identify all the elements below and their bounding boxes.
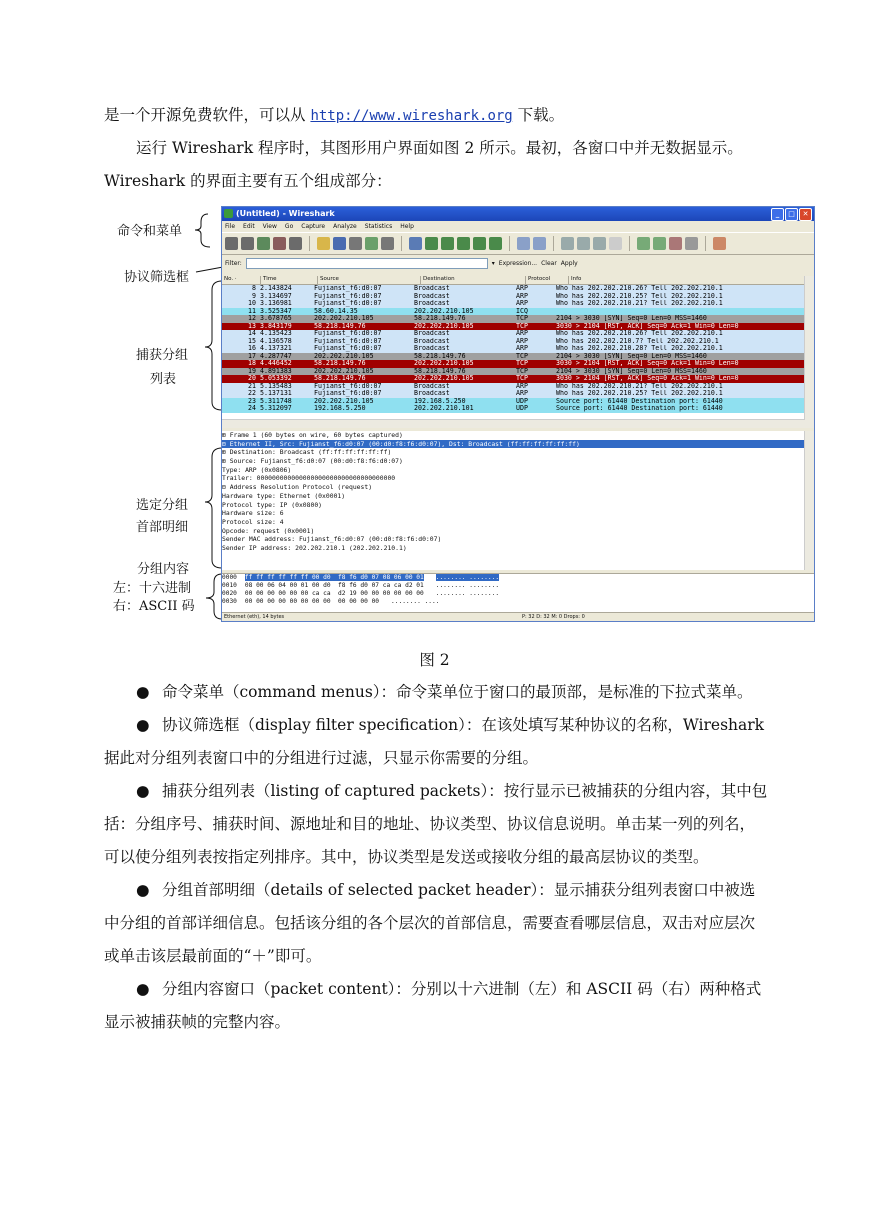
detail-line[interactable]: ⊞ Source: Fujianst_f6:d0:07 (00:d0:f8:f6:d0:07) <box>222 457 403 466</box>
options-icon[interactable] <box>241 237 254 250</box>
label-filter: 协议筛选框 <box>124 270 190 285</box>
table-row[interactable] <box>222 308 805 316</box>
cell-info: Who has 202.202.210.25? Tell 202.202.210.1 <box>556 292 723 300</box>
table-row[interactable] <box>222 390 805 398</box>
cell-time: 4.446452 <box>260 360 292 367</box>
detail-line[interactable]: ⊟ Ethernet II, Src: Fujianst_f6:d0:07 (00:d0:f8:f6:d0:07), Dst: Broadcast (ff:ff:ff:ff:ff:ff) <box>222 440 805 449</box>
cell-proto: TCP <box>516 322 528 330</box>
menu-capture[interactable]: Capture <box>301 223 326 230</box>
cell-no: 18 <box>248 360 256 367</box>
table-row[interactable] <box>222 398 805 406</box>
cell-dst: Broadcast <box>414 345 450 352</box>
cell-src: 58.218.149.76 <box>314 322 366 330</box>
detail-line[interactable]: Opcode: request (0x0001) <box>222 526 315 535</box>
last-icon[interactable] <box>489 237 502 250</box>
detail-line[interactable]: Hardware size: 6 <box>222 509 284 518</box>
cell-time: 3.136981 <box>260 300 292 307</box>
hex-bytes[interactable]: 00 00 00 00 00 00 00 00 00 00 00 00 <box>244 598 380 605</box>
cell-src: 58.60.14.35 <box>314 307 358 315</box>
cell-proto: ARP <box>516 292 528 300</box>
cell-no: 14 <box>248 330 256 337</box>
cell-proto: ARP <box>516 345 528 352</box>
intro-text-end: 下载。 <box>512 106 565 124</box>
hex-line <box>222 590 814 598</box>
col-protocol[interactable]: Protocol <box>526 276 569 284</box>
resize-columns-icon[interactable] <box>609 237 622 250</box>
table-row[interactable] <box>222 293 805 301</box>
filter-dropdown-icon[interactable]: ▾ <box>491 259 495 267</box>
cell-dst: 202.202.210.105 <box>414 360 474 367</box>
hex-ascii[interactable]: ........ ........ <box>435 582 500 589</box>
label-menu: 命令和菜单 <box>117 224 183 239</box>
cell-info <box>554 308 805 316</box>
cell-time: 5.311748 <box>260 397 292 405</box>
cell-dst: Broadcast <box>414 285 450 292</box>
menu-go[interactable]: Go <box>284 223 294 230</box>
cell-no: 24 <box>248 405 256 412</box>
table-row[interactable] <box>222 323 805 331</box>
window-title: (Untitled) - Wireshark <box>236 209 335 218</box>
detail-line[interactable]: Hardware type: Ethernet (0x0001) <box>222 491 346 500</box>
detail-line[interactable]: ⊟ Address Resolution Protocol (request) <box>222 483 373 492</box>
cell-dst: Broadcast <box>414 330 450 337</box>
col-destination[interactable]: Destination <box>421 276 526 284</box>
hex-line <box>222 598 814 606</box>
label-content-3: 右：ASCII 码 <box>113 599 195 614</box>
cell-time: 3.843179 <box>260 322 292 330</box>
cell-src: 202.202.210.105 <box>314 352 374 360</box>
hex-bytes[interactable]: 08 00 06 04 00 01 00 d0 f8 f6 d0 07 ca ca d2 01 <box>244 582 424 589</box>
packet-list <box>222 276 805 428</box>
cell-src: Fujianst_f6:d0:07 <box>314 345 382 352</box>
cell-info: Source port: 61440 Destination port: 61440 <box>556 405 723 412</box>
hex-ascii[interactable]: ........ .... <box>391 598 440 605</box>
status-right: P: 32 D: 32 M: 0 Drops: 0 <box>522 614 585 620</box>
cell-proto: ARP <box>516 300 528 307</box>
cell-dst: Broadcast <box>414 300 450 307</box>
save-icon[interactable] <box>333 237 346 250</box>
close-file-icon[interactable] <box>349 237 362 250</box>
table-row[interactable] <box>222 300 805 308</box>
cell-info: Who has 202.202.210.21? Tell 202.202.210.1 <box>556 382 723 390</box>
menu-edit[interactable]: Edit <box>243 223 255 230</box>
menu-help[interactable]: Help <box>400 223 414 230</box>
cell-info: 3030 > 2104 [RST, ACK] Seq=0 Ack=1 Win=0 Len=0 <box>556 375 739 382</box>
detail-line[interactable]: Protocol size: 4 <box>222 517 284 526</box>
col-no[interactable]: No. · <box>222 276 261 284</box>
cell-proto: UDP <box>516 397 528 405</box>
detail-line[interactable]: Sender MAC address: Fujianst_f6:d0:07 (00:d0:f8:f6:d0:07) <box>222 535 442 544</box>
cell-src: 202.202.210.105 <box>314 367 374 375</box>
cell-no: 8 <box>252 285 256 292</box>
cell-src: Fujianst_f6:d0:07 <box>314 330 382 337</box>
cell-src: 202.202.210.105 <box>314 315 374 322</box>
cell-dst: 202.202.210.101 <box>414 405 474 412</box>
packet-table <box>222 285 805 413</box>
interfaces-icon[interactable] <box>225 237 238 250</box>
menu-statistics[interactable]: Statistics <box>364 223 393 230</box>
cell-no: 21 <box>248 382 256 390</box>
cell-dst: 202.202.210.105 <box>414 375 474 382</box>
filter-label: Filter: <box>225 259 242 267</box>
detail-line[interactable]: Sender IP address: 202.202.210.1 (202.202.210.1) <box>222 543 407 552</box>
cell-info: 3030 > 2104 [RST, ACK] Seq=0 Ack=1 Win=0 Len=0 <box>556 360 739 367</box>
cell-time: 4.287747 <box>260 352 292 360</box>
cell-src: Fujianst_f6:d0:07 <box>314 382 382 390</box>
col-time[interactable]: Time <box>261 276 318 284</box>
menu-analyze[interactable]: Analyze <box>333 223 357 230</box>
table-row[interactable] <box>222 360 805 368</box>
cell-no: 10 <box>248 300 256 307</box>
cell-time: 5.053392 <box>260 375 292 382</box>
packet-list-scrollbar[interactable] <box>804 276 814 428</box>
back-icon[interactable] <box>425 237 438 250</box>
table-row[interactable] <box>222 330 805 338</box>
hex-offset: 0010 <box>222 582 237 589</box>
table-row[interactable] <box>222 353 805 361</box>
cell-dst: Broadcast <box>414 390 450 397</box>
preferences-icon[interactable] <box>685 237 698 250</box>
minimize-icon[interactable]: _ <box>771 208 784 221</box>
hex-offset: 0000 <box>222 574 237 581</box>
cell-info: 2104 > 3030 [SYN] Seq=0 Len=0 MSS=1460 <box>556 352 707 360</box>
packet-bytes <box>222 573 814 612</box>
table-row[interactable] <box>222 285 805 293</box>
hex-ascii[interactable]: ........ ........ <box>435 590 500 597</box>
cell-no: 13 <box>248 322 256 330</box>
hex-line <box>222 574 814 582</box>
cell-src: 58.218.149.76 <box>314 360 366 367</box>
cell-src: Fujianst_f6:d0:07 <box>314 285 382 292</box>
table-row[interactable] <box>222 368 805 376</box>
cell-proto: TCP <box>516 352 528 360</box>
bullet-filter: ● 协议筛选框（display filter specification）：在该处填写某种协议的名称，Wireshark据此对分组列表窗口中的分组进行过滤，只显示你需要的分组。 <box>104 709 768 775</box>
hex-bytes[interactable]: 00 00 00 00 00 00 ca ca d2 19 00 00 00 00 00 00 <box>244 590 424 597</box>
cell-info: Who has 202.202.210.21? Tell 202.202.210.1 <box>556 300 723 307</box>
label-list-2: 列表 <box>150 372 177 387</box>
cell-info: Who has 202.202.210.7? Tell 202.202.210.1 <box>556 337 719 345</box>
cell-src: 202.202.210.105 <box>314 397 374 405</box>
cell-dst: 192.168.5.250 <box>414 397 466 405</box>
cell-src: 58.218.149.76 <box>314 375 366 382</box>
zoom-out-icon[interactable] <box>577 237 590 250</box>
expression-button[interactable]: Expression... <box>498 259 538 267</box>
hex-line <box>222 582 814 590</box>
reload-icon[interactable] <box>365 237 378 250</box>
col-source[interactable]: Source <box>318 276 421 284</box>
cell-time: 4.136578 <box>260 337 292 345</box>
bullet-details: ● 分组首部明细（details of selected packet header）：显示捕获分组列表窗口中被选中分组的首部详细信息。包括该分组的各个层次的首部信息，需要查看哪层信息，双击对应层次或单击该层最前面的“＋”即可。 <box>104 874 768 973</box>
open-icon[interactable] <box>317 237 330 250</box>
cell-proto: ARP <box>516 382 528 390</box>
cell-no: 20 <box>248 375 256 382</box>
cell-dst: 58.218.149.76 <box>414 315 466 322</box>
coloring-rules-icon[interactable] <box>669 237 682 250</box>
cell-proto: TCP <box>516 367 528 375</box>
cell-no: 12 <box>248 315 256 322</box>
cell-info: Who has 202.202.210.26? Tell 202.202.210.1 <box>556 330 723 337</box>
cell-time: 3.525347 <box>260 307 292 315</box>
bullet-content: ● 分组内容窗口（packet content）：分别以十六进制（左）和 ASCII 码（右）两种格式显示被捕获帧的完整内容。 <box>104 973 768 1039</box>
cell-src: Fujianst_f6:d0:07 <box>314 390 382 397</box>
clear-button[interactable]: Clear <box>541 259 557 267</box>
cell-src: Fujianst_f6:d0:07 <box>314 292 382 300</box>
table-row[interactable] <box>222 345 805 353</box>
hex-bytes[interactable]: ff ff ff ff ff ff 00 d0 f8 f6 d0 07 08 06 00 01 <box>244 574 424 581</box>
cell-no: 19 <box>248 367 256 375</box>
col-info[interactable]: Info <box>569 276 805 284</box>
app-icon <box>224 209 233 218</box>
find-icon[interactable] <box>409 237 422 250</box>
autoscroll-icon[interactable] <box>533 237 546 250</box>
status-left: Ethernet (eth), 14 bytes <box>224 614 285 620</box>
forward-icon[interactable] <box>441 237 454 250</box>
cell-time: 3.134697 <box>260 292 292 300</box>
cell-info: 2104 > 3030 [SYN] Seq=0 Len=0 MSS=1460 <box>556 367 707 375</box>
detail-line[interactable]: Type: ARP (0x0806) <box>222 465 292 474</box>
cell-no: 11 <box>248 307 256 315</box>
cell-proto: ARP <box>516 330 528 337</box>
first-icon[interactable] <box>473 237 486 250</box>
cell-proto: TCP <box>516 315 528 322</box>
detail-line[interactable]: Trailer: 000000000000000000000000000000000000 <box>222 474 396 483</box>
restart-icon[interactable] <box>289 237 302 250</box>
apply-button[interactable]: Apply <box>560 259 578 267</box>
cell-proto: TCP <box>516 360 528 367</box>
cell-time: 5.312097 <box>260 405 292 412</box>
cell-proto: UDP <box>516 405 528 412</box>
cell-time: 3.678765 <box>260 315 292 322</box>
cell-no: 9 <box>252 292 256 300</box>
paragraph-2: 运行 Wireshark 程序时，其图形用户界面如图 2 所示。最初，各窗口中并无数据显示。Wireshark 的界面主要有五个组成部分： <box>104 139 743 190</box>
cell-proto: ARP <box>516 285 528 292</box>
cell-dst: 58.218.149.76 <box>414 352 466 360</box>
help-icon[interactable] <box>713 237 726 250</box>
bullet-list <box>104 676 768 1039</box>
label-content-1: 分组内容 <box>137 562 190 577</box>
cell-dst: 202.202.210.105 <box>414 307 474 315</box>
menu-file[interactable]: File <box>225 223 236 230</box>
bullet-menu: ● 命令菜单（command menus）：命令菜单位于窗口的最顶部，是标准的下拉式菜单。 <box>104 676 768 709</box>
cell-proto: ICQ <box>516 307 528 315</box>
packet-details <box>222 431 805 570</box>
cell-dst: 202.202.210.105 <box>414 322 474 330</box>
close-icon[interactable]: ✕ <box>799 208 812 221</box>
packet-list-hscrollbar[interactable] <box>222 419 805 428</box>
table-row[interactable] <box>222 338 805 346</box>
cell-dst: Broadcast <box>414 337 450 345</box>
label-content-2: 左：十六进制 <box>113 581 192 596</box>
cell-info: Who has 202.202.210.26? Tell 202.202.210.1 <box>556 285 723 292</box>
table-row[interactable] <box>222 315 805 323</box>
cell-time: 5.135483 <box>260 382 292 390</box>
title-bar <box>222 207 814 221</box>
cell-info: Source port: 61440 Destination port: 61440 <box>556 397 723 405</box>
table-row[interactable] <box>222 383 805 391</box>
menu-view[interactable]: View <box>262 223 277 230</box>
cell-time: 5.137131 <box>260 390 292 397</box>
wireshark-link[interactable]: http://www.wireshark.org <box>310 108 513 124</box>
stop-capture-icon[interactable] <box>273 237 286 250</box>
label-list-1: 捕获分组 <box>136 348 189 363</box>
cell-time: 4.137321 <box>260 345 292 352</box>
print-icon[interactable] <box>381 237 394 250</box>
maximize-icon[interactable]: □ <box>785 208 798 221</box>
cell-proto: ARP <box>516 390 528 397</box>
cell-info: 2104 > 3030 [SYN] Seq=0 Len=0 MSS=1460 <box>556 315 707 322</box>
cell-src: 192.168.5.250 <box>314 405 366 412</box>
bullet-list-item: ● 捕获分组列表（listing of captured packets）：按行显示已被捕获的分组内容，其中包括：分组序号、捕获时间、源地址和目的地址、协议类型、协议信息说明。单击某一列的列名，可以使分组列表按指定列排序。其中，协议类型是发送或接收分组的最高层协议的类型。 <box>104 775 768 874</box>
filter-input[interactable] <box>246 258 488 269</box>
cell-no: 17 <box>248 352 256 360</box>
cell-src: Fujianst_f6:d0:07 <box>314 337 382 345</box>
wireshark-window <box>221 206 815 622</box>
cell-dst: 58.218.149.76 <box>414 367 466 375</box>
zoom-in-icon[interactable] <box>561 237 574 250</box>
cell-time: 4.891383 <box>260 367 292 375</box>
cell-info: Who has 202.202.210.28? Tell 202.202.210.1 <box>556 345 723 352</box>
cell-src: Fujianst_f6:d0:07 <box>314 300 382 307</box>
label-detail-1: 选定分组 <box>136 498 189 513</box>
intro-text: 是一个开源免费软件，可以从 <box>104 106 311 124</box>
detail-line[interactable]: ⊞ Destination: Broadcast (ff:ff:ff:ff:ff:ff) <box>222 448 392 457</box>
cell-info: Who has 202.202.210.25? Tell 202.202.210.1 <box>556 390 723 397</box>
table-row[interactable] <box>222 375 805 383</box>
goto-icon[interactable] <box>457 237 470 250</box>
display-filter-icon[interactable] <box>653 237 666 250</box>
packet-list-header <box>222 276 805 285</box>
cell-no: 23 <box>248 397 256 405</box>
cell-time: 4.135423 <box>260 330 292 337</box>
capture-filter-icon[interactable] <box>637 237 650 250</box>
cell-info: 3030 > 2104 [RST, ACK] Seq=0 Ack=1 Win=0 Len=0 <box>556 322 739 330</box>
cell-no: 15 <box>248 337 256 345</box>
figure-caption: 图 2 <box>419 651 450 669</box>
cell-no: 16 <box>248 345 256 352</box>
details-scrollbar[interactable] <box>804 431 814 570</box>
start-capture-icon[interactable] <box>257 237 270 250</box>
cell-dst: Broadcast <box>414 382 450 390</box>
filter-bar <box>222 255 814 271</box>
colorize-icon[interactable] <box>517 237 530 250</box>
status-bar <box>222 612 814 622</box>
hex-offset: 0030 <box>222 598 237 605</box>
zoom-normal-icon[interactable] <box>593 237 606 250</box>
cell-dst: Broadcast <box>414 292 450 300</box>
table-row[interactable] <box>222 405 805 413</box>
label-detail-2: 首部明细 <box>136 520 189 535</box>
menu-bar <box>222 221 814 232</box>
hex-ascii[interactable]: ........ ........ <box>435 574 500 581</box>
hex-offset: 0020 <box>222 590 237 597</box>
cell-proto: ARP <box>516 337 528 345</box>
cell-proto: TCP <box>516 375 528 382</box>
cell-no: 22 <box>248 390 256 397</box>
detail-line[interactable]: ⊞ Frame 1 (60 bytes on wire, 60 bytes captured) <box>222 431 403 439</box>
cell-time: 2.143824 <box>260 285 292 292</box>
detail-line[interactable]: Protocol type: IP (0x0800) <box>222 500 323 509</box>
toolbar <box>222 232 814 255</box>
